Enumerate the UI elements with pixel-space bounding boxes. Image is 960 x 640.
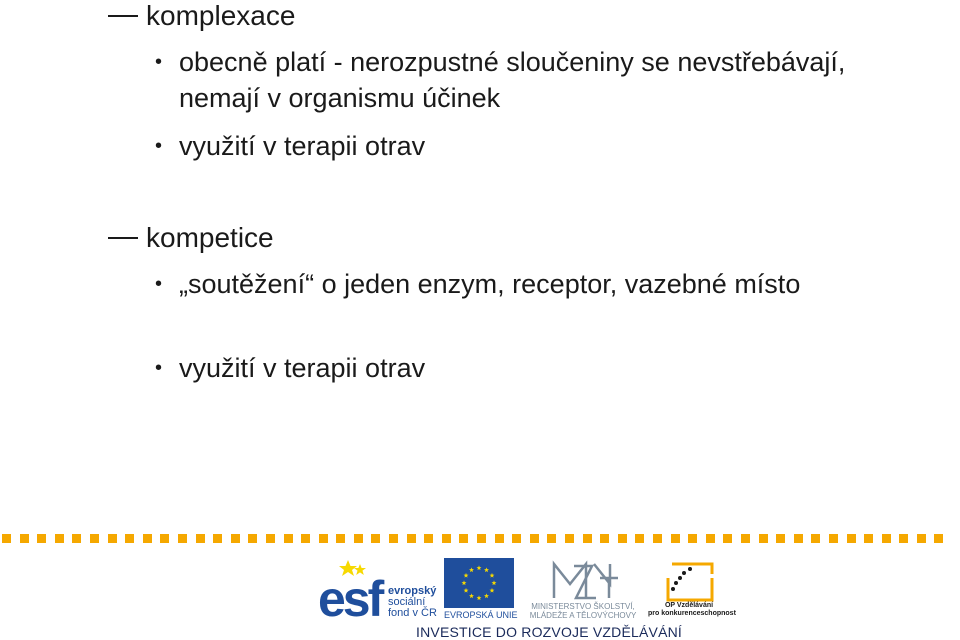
- heading-komplexace: komplexace: [108, 0, 295, 32]
- bullet-item: • obecně platí - nerozpustné sloučeniny se nevstřebávají, nemají v organismu účinek: [155, 44, 855, 116]
- bullet-dot-icon: •: [155, 357, 163, 379]
- separator-square: [37, 534, 46, 543]
- separator-square: [477, 534, 486, 543]
- separator-square: [811, 534, 820, 543]
- bullet-dot-icon: •: [155, 51, 163, 73]
- bullet-dot-icon: •: [155, 135, 163, 157]
- bullet-item: • využití v terapii otrav: [155, 350, 855, 386]
- separator-square: [389, 534, 398, 543]
- separator-square: [407, 534, 416, 543]
- separator-square: [231, 534, 240, 543]
- separator-square: [442, 534, 451, 543]
- separator-square: [759, 534, 768, 543]
- eu-logo: [444, 558, 518, 622]
- separator-square: [371, 534, 380, 543]
- separator-square: [213, 534, 222, 543]
- op-text: OP Vzdělávání pro konkurenceschopnost: [648, 602, 736, 617]
- separator-square: [864, 534, 873, 543]
- dotted-separator: [0, 534, 960, 544]
- separator-square: [55, 534, 64, 543]
- eu-label: EVROPSKÁ UNIE: [444, 610, 518, 620]
- msmt-mark-icon: [520, 558, 646, 604]
- separator-square: [459, 534, 468, 543]
- separator-square: [424, 534, 433, 543]
- separator-square: [196, 534, 205, 543]
- separator-square: [336, 534, 345, 543]
- separator-square: [284, 534, 293, 543]
- heading-kompetice: kompetice: [108, 222, 274, 254]
- separator-square: [706, 534, 715, 543]
- dash-icon: [108, 237, 138, 239]
- separator-square: [829, 534, 838, 543]
- separator-square: [600, 534, 609, 543]
- separator-square: [723, 534, 732, 543]
- separator-square: [143, 534, 152, 543]
- esf-text: evropský sociální fond v ČR: [388, 585, 437, 619]
- separator-square: [618, 534, 627, 543]
- bullet-item: • „soutěžení“ o jeden enzym, receptor, vazebné místo: [155, 266, 855, 302]
- bullet-item: • využití v terapii otrav: [155, 128, 855, 164]
- separator-square: [917, 534, 926, 543]
- msmt-logo: [520, 558, 646, 624]
- separator-square: [248, 534, 257, 543]
- separator-square: [108, 534, 117, 543]
- separator-square: [2, 534, 11, 543]
- separator-square: [688, 534, 697, 543]
- dash-icon: [108, 15, 138, 17]
- eu-flag-icon: [444, 558, 514, 608]
- separator-square: [882, 534, 891, 543]
- separator-square: [899, 534, 908, 543]
- separator-square: [547, 534, 556, 543]
- separator-square: [125, 534, 134, 543]
- separator-square: [354, 534, 363, 543]
- separator-square: [635, 534, 644, 543]
- separator-square: [530, 534, 539, 543]
- separator-square: [583, 534, 592, 543]
- separator-square: [72, 534, 81, 543]
- separator-square: [776, 534, 785, 543]
- separator-square: [934, 534, 943, 543]
- separator-square: [301, 534, 310, 543]
- separator-square: [160, 534, 169, 543]
- op-logo: [648, 558, 736, 624]
- separator-square: [565, 534, 574, 543]
- msmt-text: MINISTERSTVO ŠKOLSTVÍ, MLÁDEŽE A TĚLOVÝCHOVY: [529, 602, 637, 620]
- separator-square: [319, 534, 328, 543]
- separator-square: [20, 534, 29, 543]
- separator-square: [495, 534, 504, 543]
- separator-square: [653, 534, 662, 543]
- separator-square: [90, 534, 99, 543]
- separator-square: [671, 534, 680, 543]
- separator-square: [794, 534, 803, 543]
- svg-text:esf: esf: [318, 571, 382, 622]
- separator-square: [847, 534, 856, 543]
- esf-logo: [318, 558, 440, 622]
- separator-square: [178, 534, 187, 543]
- separator-square: [741, 534, 750, 543]
- op-mark-icon: [648, 558, 730, 604]
- bullet-dot-icon: •: [155, 273, 163, 295]
- footer-tagline: INVESTICE DO ROZVOJE VZDĚLÁVÁNÍ: [416, 624, 683, 640]
- separator-square: [512, 534, 521, 543]
- separator-square: [266, 534, 275, 543]
